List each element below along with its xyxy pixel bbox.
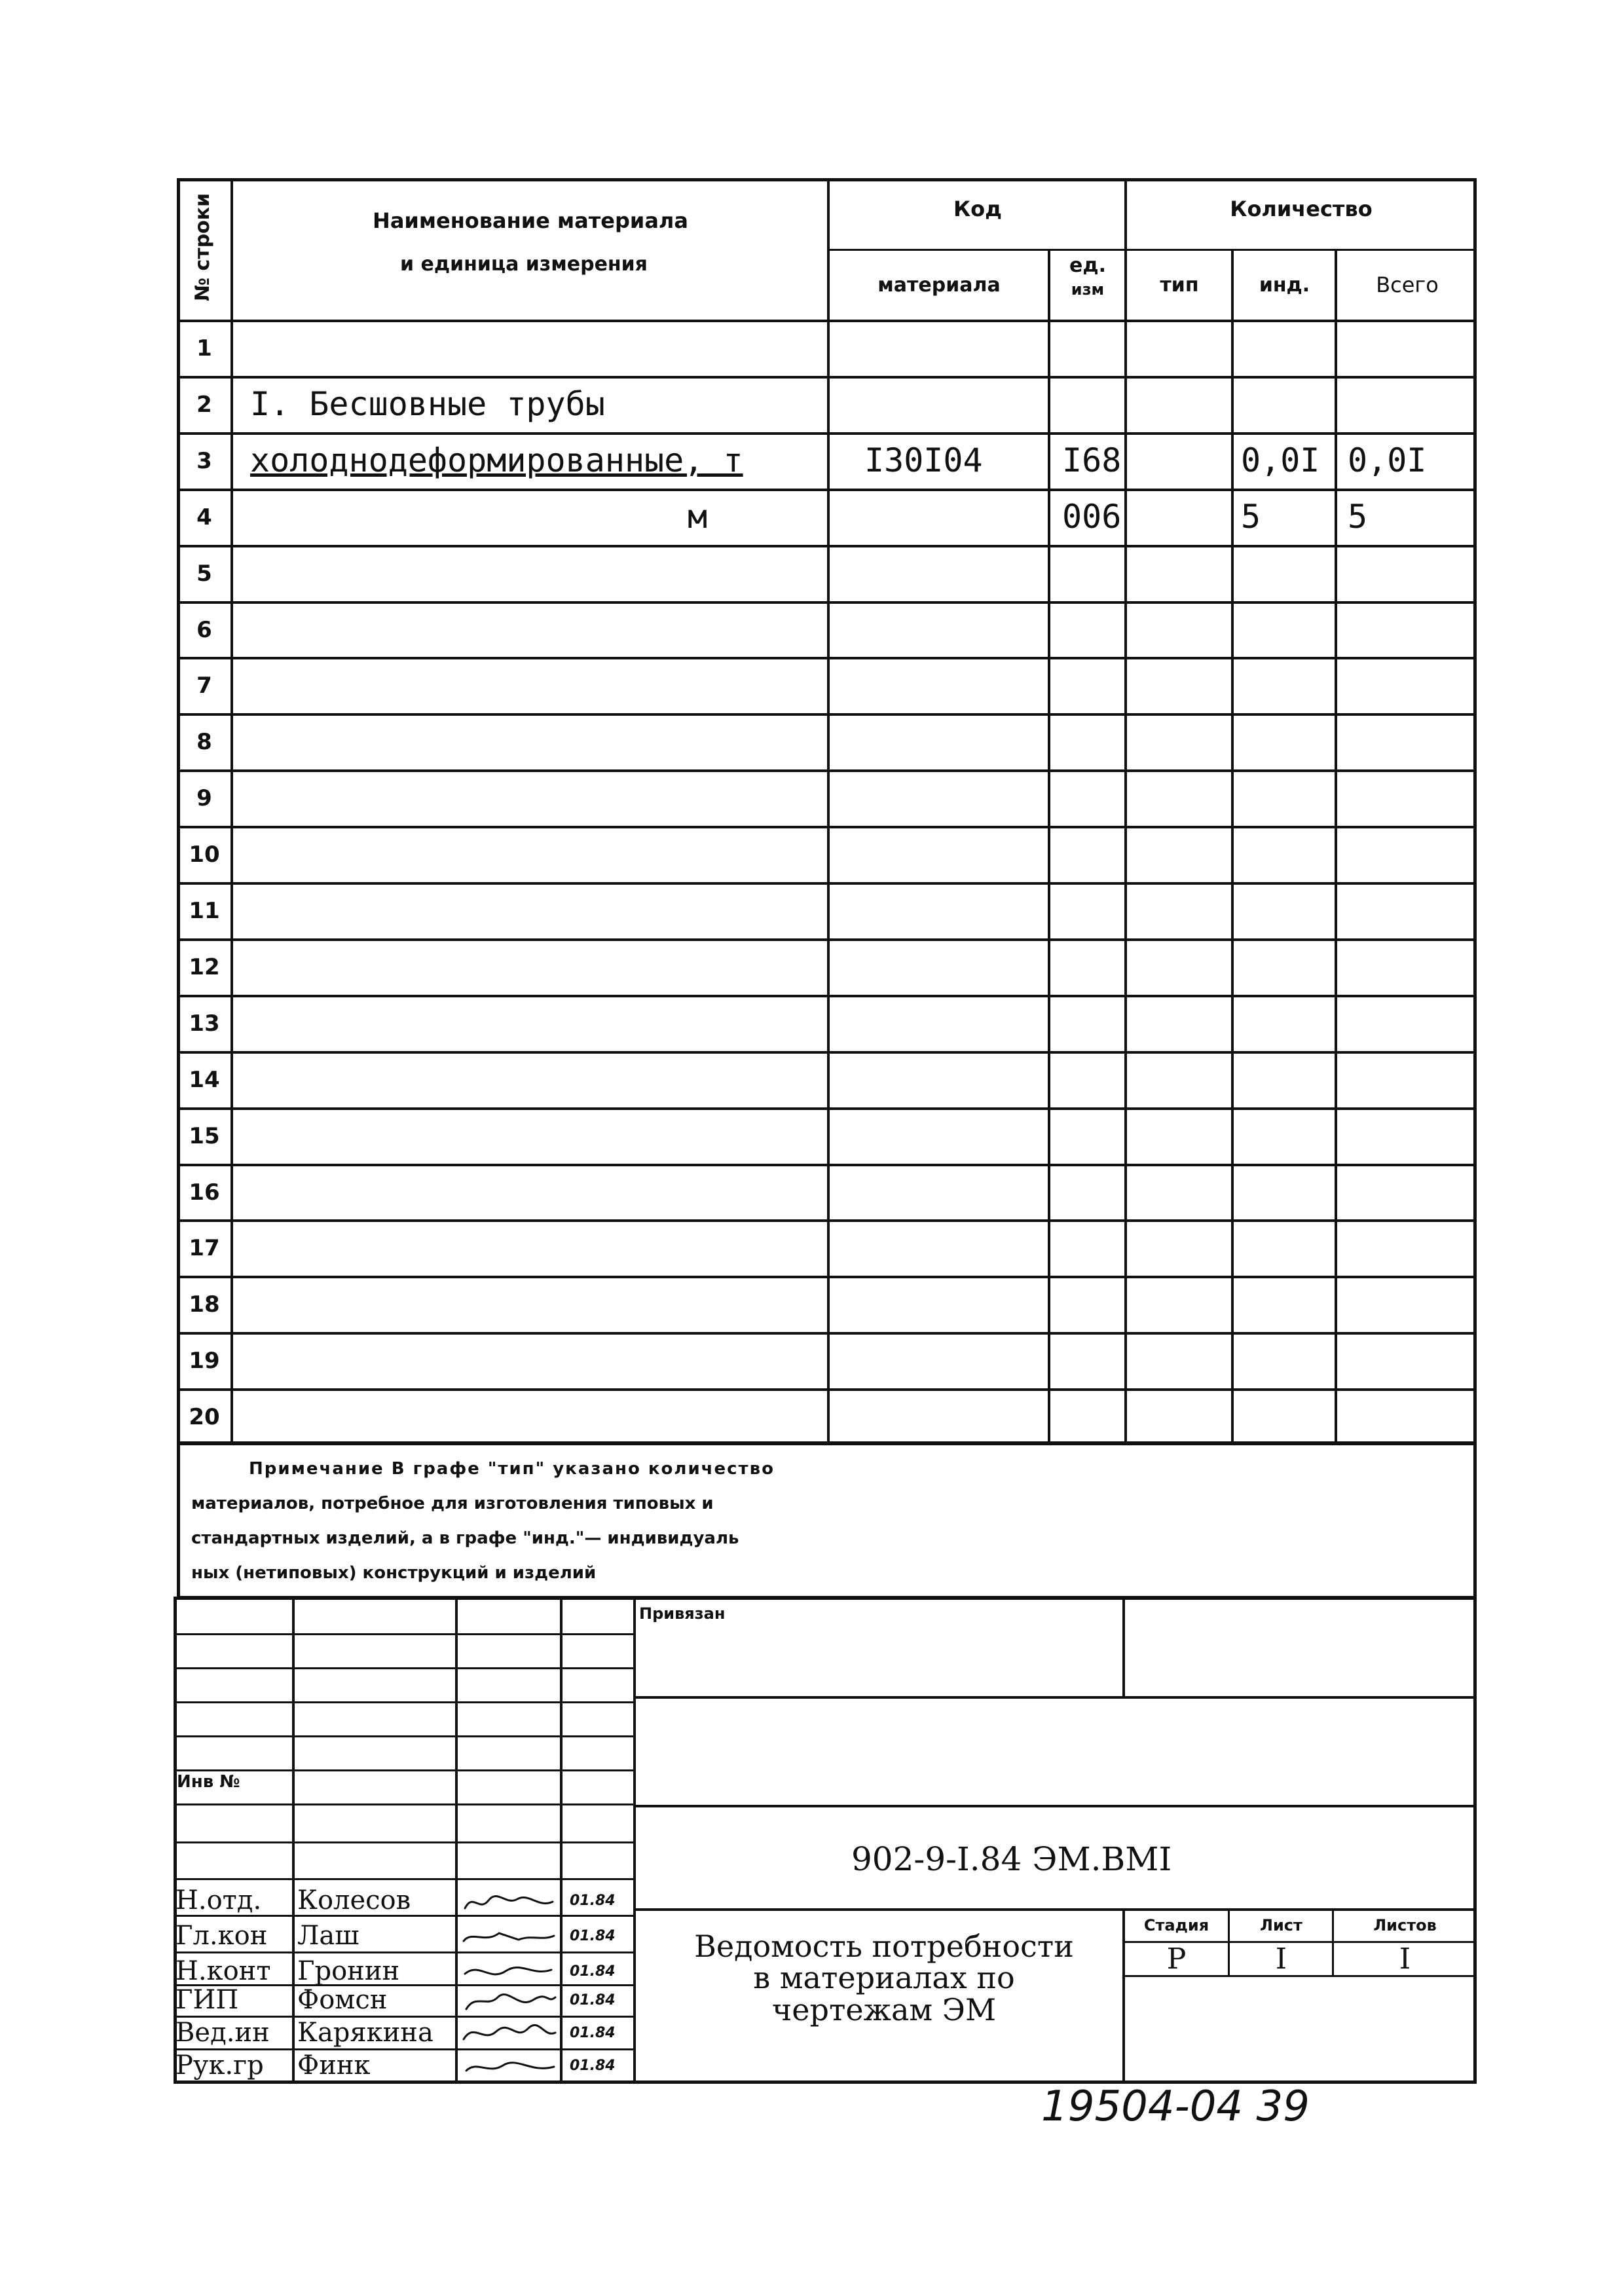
material-name-cell: I. Бесшовные трубы — [250, 385, 605, 423]
row-line — [177, 657, 1477, 659]
row-number: 14 — [189, 1067, 220, 1093]
col-line-rownum — [231, 178, 233, 1445]
document-title-line-3: чертежам ЭМ — [771, 1991, 997, 2027]
row-line — [177, 826, 1477, 828]
qty-total-cell: 0,0I — [1348, 441, 1427, 479]
material-name-cell: м — [688, 498, 708, 536]
inv-no-label: Инв № — [177, 1772, 240, 1792]
code-group-header: Код — [953, 196, 1002, 221]
material-name-cell: холоднодеформированные, т — [250, 441, 743, 479]
document-title — [648, 1931, 1120, 2025]
row-number: 15 — [189, 1123, 220, 1149]
tb-left-col-3 — [560, 1597, 563, 2084]
document-title-line-1: Ведомость потребности — [694, 1929, 1074, 1964]
col-line-unit — [1124, 178, 1127, 1445]
note-line-4: ных (нетиповых) конструкций и изделий — [191, 1563, 597, 1583]
tb-right-row-1 — [633, 1696, 1477, 1699]
row-line — [177, 995, 1477, 997]
tb-left-row-1 — [174, 1633, 633, 1635]
qty-type-header: тип — [1160, 274, 1199, 297]
handwritten-signature — [460, 1921, 558, 1951]
col-line-ind — [1335, 249, 1337, 1445]
row-number: 20 — [189, 1404, 220, 1430]
tb-left-col-4 — [633, 1597, 636, 2084]
signature-date: 01.84 — [570, 1893, 616, 1909]
signature-date: 01.84 — [570, 1992, 616, 2008]
handwritten-signature — [460, 2051, 558, 2081]
tb-left-row-6 — [174, 1803, 633, 1805]
col-line-type — [1231, 249, 1234, 1445]
tb-right-row-2 — [633, 1805, 1477, 1807]
tb-stage-col-1 — [1228, 1908, 1230, 1975]
stage-value: Р — [1166, 1942, 1187, 1976]
signature-date: 01.84 — [570, 1928, 616, 1944]
archive-number: 19504-04 39 — [1041, 2082, 1310, 2131]
row-line — [177, 432, 1477, 435]
row-line — [177, 376, 1477, 379]
row-line — [177, 1107, 1477, 1110]
unit-code-cell: I68 — [1062, 441, 1122, 479]
row-line — [177, 1276, 1477, 1278]
row-number: 2 — [196, 392, 212, 418]
signature-date: 01.84 — [570, 1963, 616, 1980]
signature-role: Рук.гр — [175, 2050, 264, 2081]
signature-name: Лаш — [297, 1921, 360, 1951]
row-line — [177, 769, 1477, 772]
signature-role: Вед.ин — [175, 2018, 270, 2048]
row-number-header: № строки — [191, 193, 214, 301]
privyazan-label: Привязан — [639, 1604, 726, 1623]
tb-right-row-3 — [633, 1908, 1477, 1911]
row-number: 3 — [196, 448, 212, 474]
code-unit-header-line1: ед. — [1069, 254, 1106, 277]
row-line — [177, 545, 1477, 547]
row-line — [177, 1051, 1477, 1054]
tb-title-split — [1122, 1908, 1125, 2084]
tb-left-row-10 — [174, 1951, 633, 1953]
sheet-value: I — [1275, 1942, 1287, 1976]
signature-date: 01.84 — [570, 2025, 616, 2041]
row-number: 11 — [189, 898, 220, 924]
row-number: 10 — [189, 842, 220, 868]
tb-left-row-8 — [174, 1878, 633, 1880]
row-line — [177, 1388, 1477, 1391]
row-number: 9 — [196, 785, 212, 811]
material-name-header-line1: Наименование материала — [373, 208, 688, 233]
tb-left-row-7 — [174, 1841, 633, 1843]
material-code-cell: I30I04 — [864, 441, 983, 479]
row-line — [177, 938, 1477, 941]
row-number: 17 — [189, 1235, 220, 1261]
header-sub-line — [827, 249, 1477, 251]
code-material-header: материала — [877, 274, 1001, 297]
signature-role: Гл.кон — [175, 1921, 268, 1951]
code-unit-header-line2: изм — [1071, 280, 1105, 299]
document-code: 902-9-I.84 ЭМ.ВМI — [851, 1840, 1172, 1878]
col-line-code — [1048, 249, 1050, 1445]
row-number: 7 — [196, 673, 212, 699]
tb-left-row-5 — [174, 1769, 633, 1771]
tb-privyazan-split — [1122, 1597, 1125, 1696]
row-line — [177, 601, 1477, 604]
qty-ind-cell: 0,0I — [1241, 441, 1320, 479]
signature-date: 01.84 — [570, 2058, 616, 2074]
row-number: 16 — [189, 1179, 220, 1206]
row-number: 8 — [196, 729, 212, 755]
tb-left-col-2 — [455, 1597, 458, 2084]
sheets-label: Листов — [1373, 1916, 1437, 1934]
qty-ind-cell: 5 — [1241, 498, 1261, 536]
handwritten-signature — [460, 2018, 558, 2048]
material-name-header-line2: и единица измерения — [400, 253, 648, 276]
signature-role: Н.отд. — [175, 1885, 262, 1915]
row-number: 12 — [189, 954, 220, 980]
tb-left-row-3 — [174, 1701, 633, 1703]
note-line-1: Примечание В графе "тип" указано количество — [249, 1459, 775, 1479]
row-number: 13 — [189, 1010, 220, 1037]
qty-total-header: Всего — [1376, 272, 1439, 297]
note-line-3: стандартных изделий, а в графе "инд."— индивидуаль — [191, 1528, 739, 1548]
qty-ind-header: инд. — [1259, 274, 1310, 297]
row-number: 19 — [189, 1348, 220, 1374]
tb-left-row-2 — [174, 1667, 633, 1669]
tb-left-row-4 — [174, 1735, 633, 1737]
signature-role: Н.конт — [175, 1956, 271, 1986]
sheets-value: I — [1399, 1942, 1411, 1976]
row-number: 18 — [189, 1291, 220, 1318]
row-line — [177, 489, 1477, 491]
handwritten-signature — [460, 1886, 558, 1916]
signature-name: Карякина — [297, 2018, 434, 2048]
signature-role: ГИП — [175, 1985, 239, 2015]
qty-group-header: Количество — [1230, 196, 1373, 221]
qty-total-cell: 5 — [1348, 498, 1368, 536]
row-number: 5 — [196, 561, 212, 587]
row-line — [177, 882, 1477, 885]
signature-name: Колесов — [297, 1885, 411, 1915]
row-line — [177, 1164, 1477, 1166]
signature-name: Финк — [297, 2050, 371, 2081]
signature-name: Фомсн — [297, 1985, 388, 2015]
row-number: 1 — [196, 335, 212, 361]
col-line-name — [827, 178, 830, 1445]
tb-stage-col-2 — [1332, 1908, 1334, 1975]
handwritten-signature — [460, 1986, 558, 2016]
row-line — [177, 1219, 1477, 1222]
signature-name: Гронин — [297, 1956, 400, 1986]
handwritten-signature — [460, 1957, 558, 1987]
row-line — [177, 713, 1477, 716]
row-line — [177, 1332, 1477, 1335]
note-line-2: материалов, потребное для изготовления типовых и — [191, 1494, 714, 1513]
sheet-label: Лист — [1260, 1916, 1302, 1934]
tb-left-col-1 — [292, 1597, 295, 2084]
unit-code-cell: 006 — [1062, 498, 1122, 536]
row-number: 6 — [196, 617, 212, 643]
stage-label: Стадия — [1143, 1916, 1209, 1934]
row-number: 4 — [196, 504, 212, 530]
document-title-line-2: в материалах по — [753, 1960, 1015, 1996]
